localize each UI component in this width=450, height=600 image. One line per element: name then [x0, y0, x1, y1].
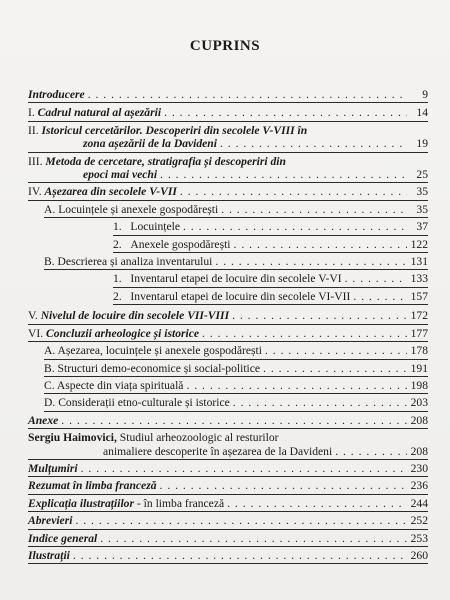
toc-entry-sergiu-haimovici — [28, 431, 428, 460]
toc-page-number: 178 — [410, 344, 428, 358]
toc-entry-title-line1: Studiul arheozoologic al resturilor — [119, 431, 279, 445]
toc-entry-title: Anexele gospodărești — [130, 237, 231, 251]
toc-entry-title: Locuințele și anexele gospodărești — [58, 202, 219, 216]
author-name: Sergiu Haimovici, — [28, 431, 117, 445]
subsection-number: 2. — [113, 237, 122, 251]
toc-entry-title-line2: animaliere descoperite în așezarea de la Davideni — [103, 444, 333, 458]
toc-page-number: 198 — [410, 378, 428, 392]
toc-entry-title: Mulțumiri — [28, 461, 78, 475]
toc-entry-title: Considerații etno-culturale și istorice — [58, 396, 230, 410]
toc-page-number: 35 — [416, 185, 428, 199]
toc-entry-rezumat — [28, 479, 428, 494]
chapter-number: I. — [28, 106, 35, 120]
toc-entry-chapter-2 — [28, 124, 428, 153]
toc-entry-title: Descrierea și analiza inventarului — [57, 255, 213, 269]
toc-page-number: 172 — [410, 309, 428, 323]
toc-entry-indice-general — [28, 532, 428, 547]
toc-entry-title: Indice general — [28, 531, 98, 545]
chapter-number: II. — [28, 123, 39, 137]
toc-entry-4b1 — [28, 272, 428, 287]
toc-page-number: 203 — [410, 396, 428, 410]
toc-entry-title: Rezumat în limba franceză — [28, 479, 157, 493]
toc-entry-title-line2: zona așezării de la Davideni — [83, 137, 217, 151]
toc-page-number: 14 — [416, 106, 428, 120]
toc-entry-chapter-4 — [28, 185, 428, 200]
toc-entry-6d — [28, 396, 428, 411]
chapter-number: VI. — [28, 326, 44, 340]
toc-page-number: 191 — [410, 361, 428, 375]
toc-page-number: 236 — [410, 479, 428, 493]
toc-entry-title: Nivelul de locuire din secolele VII-VIII — [40, 309, 230, 323]
toc-entry-title-line2: epoci mai vechi — [83, 168, 158, 182]
toc-entry-title: Inventarul etapei de locuire din secolele V-VI — [130, 272, 342, 286]
toc-entry-6c — [28, 379, 428, 394]
toc-entry-6b — [28, 362, 428, 377]
section-letter: B. — [44, 255, 55, 269]
toc-page-number: 35 — [416, 202, 428, 216]
toc-entry-chapter-6 — [28, 327, 428, 342]
toc-entry-title: Așezarea, locuințele și anexele gospodărești — [57, 344, 262, 358]
subsection-number: 2. — [113, 289, 122, 303]
toc-entry-multumiri — [28, 462, 428, 477]
table-of-contents — [28, 88, 428, 566]
toc-page-number: 37 — [416, 220, 428, 234]
toc-page-number: 252 — [410, 514, 428, 528]
toc-entry-6a — [28, 344, 428, 359]
toc-entry-title: Structuri demo-economice și social-politice — [57, 361, 261, 375]
toc-page-number: 260 — [410, 548, 428, 562]
toc-entry-4a2 — [28, 238, 428, 253]
toc-entry-chapter-1 — [28, 106, 428, 121]
toc-page-number: 19 — [416, 137, 428, 151]
toc-entry-title: Introducere — [28, 88, 85, 101]
toc-entry-anexe — [28, 414, 428, 429]
toc-entry-title: Concluzii arheologice și istorice — [46, 326, 200, 340]
toc-entry-explicatia — [28, 497, 428, 512]
toc-entry-4a — [28, 203, 428, 218]
toc-entry-title-line1: Istoricul cercetărilor. Descoperiri din secolele V-VIII în — [41, 123, 308, 137]
section-letter: A. — [44, 202, 56, 216]
toc-entry-chapter-5 — [28, 309, 428, 324]
toc-entry-title: Ilustrații — [28, 548, 70, 562]
toc-entry-abrevieri — [28, 514, 428, 529]
toc-page-number: 122 — [410, 237, 428, 251]
chapter-number: V. — [28, 309, 38, 323]
toc-page-number: 208 — [410, 413, 428, 427]
toc-entry-title: Locuințele — [130, 220, 180, 234]
toc-entry-title-line1: Metoda de cercetare, stratigrafia și descoperiri din — [45, 154, 286, 168]
toc-page-number: 230 — [410, 461, 428, 475]
toc-page-number: 131 — [410, 255, 428, 269]
toc-page-number: 253 — [410, 531, 428, 545]
subsection-number: 1. — [113, 272, 122, 286]
toc-page-number: 244 — [410, 496, 428, 510]
toc-page-number: 157 — [410, 289, 428, 303]
toc-entry-title: Explicația ilustrațiilor — [28, 496, 134, 510]
toc-entry-4b2 — [28, 290, 428, 305]
toc-page-number: 133 — [410, 272, 428, 286]
section-letter: C. — [44, 378, 55, 392]
toc-entry-suffix: - în limba franceză — [136, 496, 225, 510]
toc-entry-title: Abrevieri — [28, 514, 73, 528]
chapter-number: III. — [28, 154, 43, 168]
toc-entry-title: Anexe — [28, 413, 59, 427]
toc-page-number: 208 — [410, 444, 428, 458]
subsection-number: 1. — [113, 220, 122, 234]
page-title: CUPRINS — [189, 38, 261, 54]
toc-entry-title: Aspecte din viața spirituală — [56, 378, 184, 392]
toc-entry-introducere — [28, 88, 428, 103]
toc-page-number: 177 — [410, 326, 428, 340]
toc-entry-title: Cadrul natural al așezării — [37, 106, 162, 120]
toc-entry-4b — [28, 255, 428, 270]
toc-entry-4a1 — [28, 220, 428, 235]
toc-entry-ilustratii — [28, 549, 428, 564]
section-letter: A. — [44, 344, 56, 358]
chapter-number: IV. — [28, 185, 42, 199]
section-letter: D. — [44, 396, 56, 410]
toc-entry-chapter-3 — [28, 155, 428, 184]
toc-entry-title: Așezarea din secolele V-VII — [44, 185, 177, 199]
section-letter: B. — [44, 361, 55, 375]
toc-page-number: 9 — [422, 88, 428, 101]
toc-entry-title: Inventarul etapei de locuire din secolele VI-VII — [130, 289, 351, 303]
toc-page-number: 25 — [416, 168, 428, 182]
